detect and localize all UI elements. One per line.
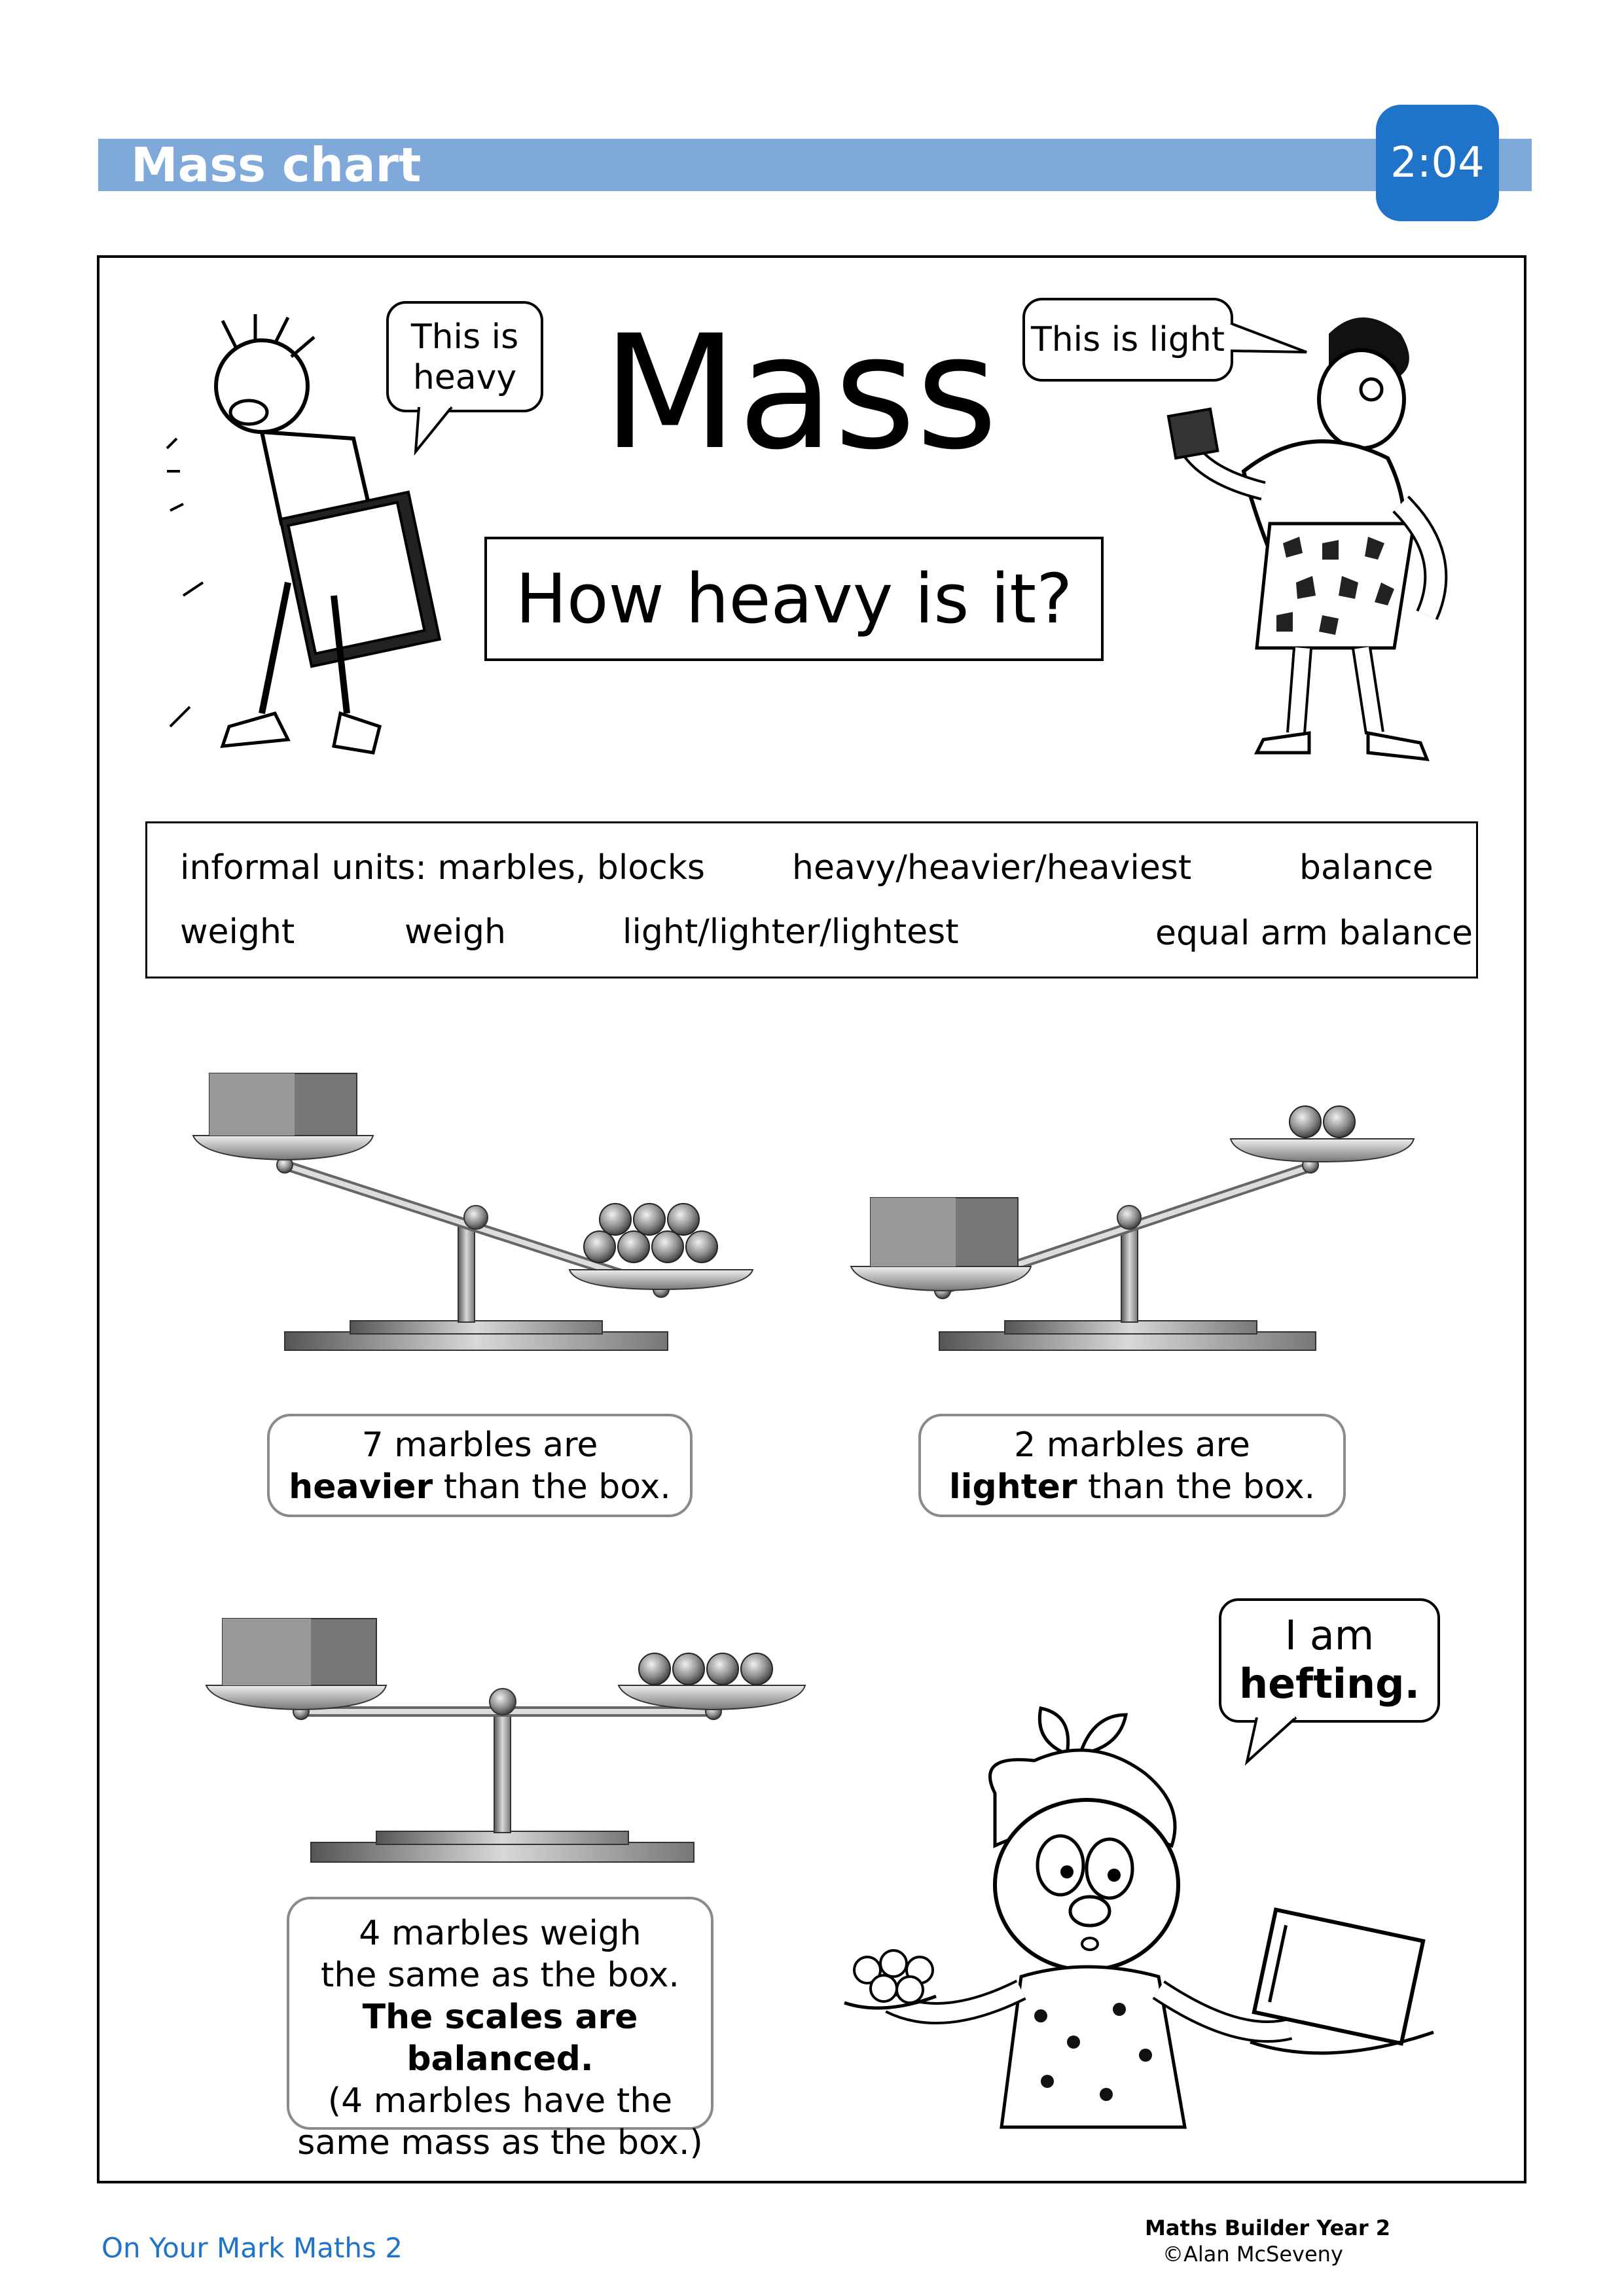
footer-series-title: On Your Mark Maths 2 xyxy=(101,2232,403,2264)
balance-scale-marbles-heavier xyxy=(190,1060,779,1388)
footer-copyright: ©Alan McSeveny xyxy=(1163,2242,1343,2267)
caption-lighter-rest: than the box. xyxy=(1077,1467,1316,1507)
speech-tail-heavy xyxy=(412,407,465,459)
speech-heavy-line2: heavy xyxy=(412,358,517,397)
caption-lighter-line1: 2 marbles are xyxy=(1014,1426,1250,1465)
vocab-equal-arm-balance: equal arm balance xyxy=(1155,914,1473,953)
speech-hefting-line2: hefting. xyxy=(1238,1660,1420,1708)
vocab-light: light/lighter/lightest xyxy=(623,912,959,952)
caption-balanced-line4: (4 marbles have the xyxy=(327,2081,673,2121)
caption-heavier-bold: heavier xyxy=(289,1467,433,1507)
vocab-weight: weight xyxy=(180,912,295,952)
vocab-balance: balance xyxy=(1299,848,1434,888)
caption-balanced-line2: the same as the box. xyxy=(321,1956,679,1995)
speech-bubble-light: This is light xyxy=(1022,298,1233,382)
balance-scale-marbles-lighter xyxy=(844,1060,1434,1388)
caption-heavier xyxy=(267,1414,693,1517)
speech-heavy-line1: This is xyxy=(410,317,519,357)
caption-balanced xyxy=(287,1897,713,2162)
caption-balanced-bold: The scales are balanced. xyxy=(362,1998,638,2079)
caption-heavier-rest: than the box. xyxy=(433,1467,671,1507)
caption-lighter xyxy=(918,1414,1346,1517)
caption-balanced-line1: 4 marbles weigh xyxy=(359,1914,641,1953)
caption-balanced-line3 xyxy=(289,1996,711,2080)
caption-lighter-bold: lighter xyxy=(948,1467,1077,1507)
speech-bubble-heavy xyxy=(386,301,543,412)
caption-heavier-line1: 7 marbles are xyxy=(361,1426,598,1465)
section-badge: 2:04 xyxy=(1376,105,1499,221)
subtitle-box: How heavy is it? xyxy=(484,537,1104,661)
speech-hefting-line1: I am xyxy=(1284,1611,1375,1659)
girl-hefting-illustration xyxy=(844,1676,1447,2134)
caveman-holding-light-cube-illustration xyxy=(1113,308,1479,779)
vocab-weigh: weigh xyxy=(405,912,506,952)
vocab-heavy: heavy/heavier/heaviest xyxy=(792,848,1192,888)
caption-lighter-line2 xyxy=(921,1466,1343,1508)
caption-balanced-line5: same mass as the box.) xyxy=(297,2123,703,2162)
page-title: Mass chart xyxy=(131,137,422,192)
caption-heavier-line2 xyxy=(270,1466,690,1508)
balance-scale-balanced xyxy=(196,1597,825,1878)
vocabulary-box xyxy=(145,821,1478,978)
vocab-informal-units: informal units: marbles, blocks xyxy=(180,848,705,888)
main-title: Mass xyxy=(602,301,998,484)
footer-book-title: Maths Builder Year 2 xyxy=(1145,2215,1391,2240)
